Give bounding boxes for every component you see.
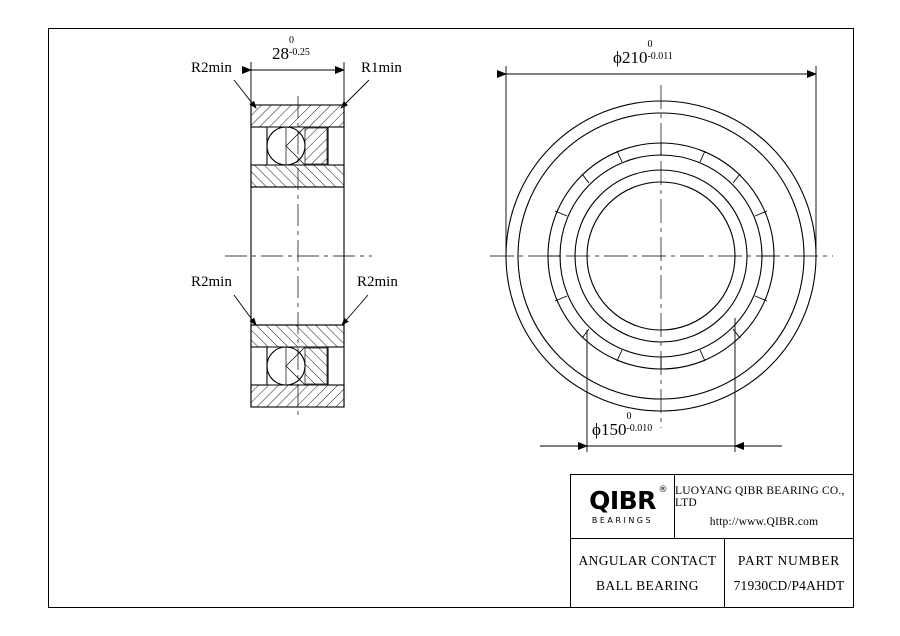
bore-diameter-text [592,411,660,440]
section-view [225,96,372,416]
product-type [571,539,725,608]
width-tolerance [289,35,323,59]
width-upper-tolerance: 0 [289,35,294,46]
logo-brand-text: QIBR [589,486,656,515]
part-number-label: PART NUMBER [737,553,841,568]
label-r2min-top-left: R2min [191,60,232,76]
title-block-body-row [571,539,853,608]
outer-diameter-symbol: ϕ [613,48,622,67]
bore-diameter-tolerance [626,411,660,435]
od-upper-tolerance: 0 [647,39,653,50]
width-dimension-value: 28 [272,44,289,63]
outer-diameter-value: 210 [621,48,648,67]
part-number-value: 71930CD/P4AHDT [733,578,845,593]
product-type-line1: ANGULAR CONTACT [578,553,717,568]
width-dimension-text [272,35,323,64]
width-lower-tolerance: -0.25 [289,47,310,58]
logo-tagline: BEARINGS [591,516,654,525]
company-name: LUOYANG QIBR BEARING CO., LTD [675,485,845,509]
brand-logo [571,475,675,538]
outer-diameter-text [613,39,681,68]
bore-diameter-symbol: ϕ [592,420,601,439]
bore-lower-tolerance: -0.010 [626,423,653,434]
registered-trademark-icon: ® [658,485,667,495]
part-number-block [725,539,853,608]
title-block-header-row [571,475,853,539]
company-info [675,475,853,538]
outer-diameter-tolerance [647,39,681,63]
width-dimension [251,62,344,105]
label-r2min-bottom-right: R2min [357,274,398,290]
label-r1min-top-right: R1min [361,60,402,76]
bore-upper-tolerance: 0 [626,411,632,422]
front-view [490,85,833,428]
company-website[interactable]: http://www.QIBR.com [709,516,819,528]
bore-diameter-dimension [540,318,782,452]
product-type-line2: BALL BEARING [596,578,699,593]
logo-wordmark [589,485,667,515]
od-lower-tolerance: -0.011 [647,51,673,62]
bore-diameter-value: 150 [600,420,627,439]
title-block [570,474,854,608]
label-r2min-bottom-left: R2min [191,274,232,290]
